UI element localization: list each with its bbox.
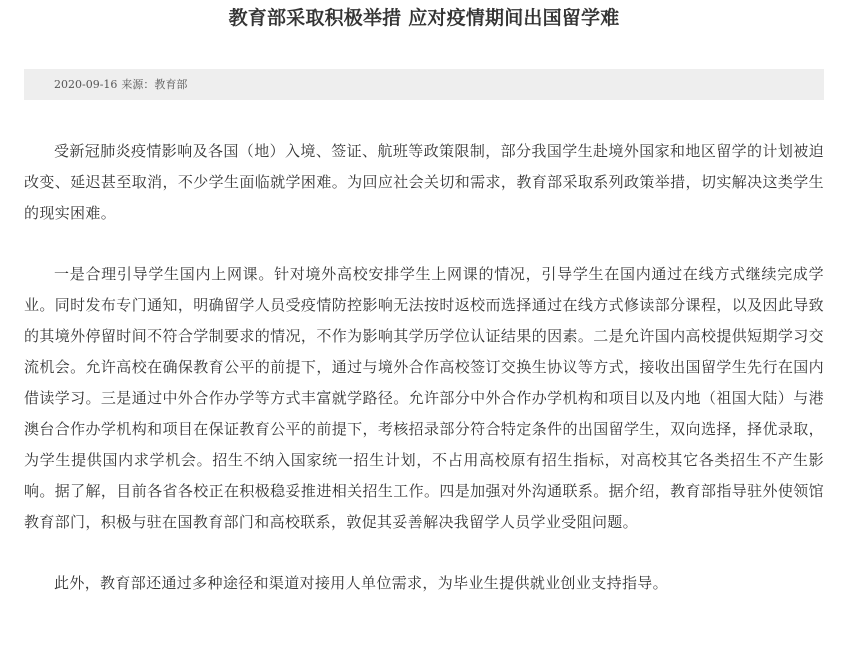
- publish-date: 2020-09-16: [54, 78, 118, 91]
- article-meta-bar: [24, 69, 824, 100]
- article-paragraph: 此外，教育部还通过多种途径和渠道对接用人单位需求，为毕业生提供就业创业支持指导。: [54, 574, 669, 592]
- article-paragraph: 受新冠肺炎疫情影响及各国（地）入境、签证、航班等政策限制，部分我国学生赴境外国家和地区留学的计划被迫改变、延迟甚至取消，不少学生面临就学困难。为回应社会关切和需求，教育部采取系列政策举措，切实解决这类学生的现实困难。: [24, 142, 824, 222]
- article-title: 教育部采取积极举措 应对疫情期间出国留学难: [228, 7, 620, 29]
- article: [24, 0, 824, 592]
- article-paragraph: 一是合理引导学生国内上网课。针对境外高校安排学生上网课的情况，引导学生在国内通过在线方式继续完成学业。同时发布专门通知，明确留学人员受疫情防控影响无法按时返校而选择通过在线方式修读部分课程，以及因此导致的其境外停留时间不符合学制要求的情况，不作为影响其学历学位认证结果的因素。二是允许国内高校提供短期学习交流机会。允许高校在确保教育公平的前提下，通过与境外合作高校签订交换生协议等方式，接收出国留学生先行在国内借读学习。三是通过中外合作办学等方式丰富就学路径。允许部分中外合作办学机构和项目以及内地（祖国大陆）与港澳台合作办学机构和项目在保证教育公平的前提下，考核招录部分符合特定条件的出国留学生，双向选择，择优录取，为学生提供国内求学机会。招生不纳入国家统一招生计划，不占用高校原有招生指标，对高校其它各类招生不产生影响。据了解，目前各省各校正在积极稳妥推进相关招生工作。四是加强对外沟通联系。据介绍，教育部指导驻外使领馆教育部门，积极与驻在国教育部门和高校联系，敦促其妥善解决我留学人员学业受阻问题。: [24, 265, 824, 531]
- article-body: [24, 136, 824, 629]
- source-label: 来源：: [121, 78, 155, 91]
- source-name: 教育部: [154, 78, 188, 91]
